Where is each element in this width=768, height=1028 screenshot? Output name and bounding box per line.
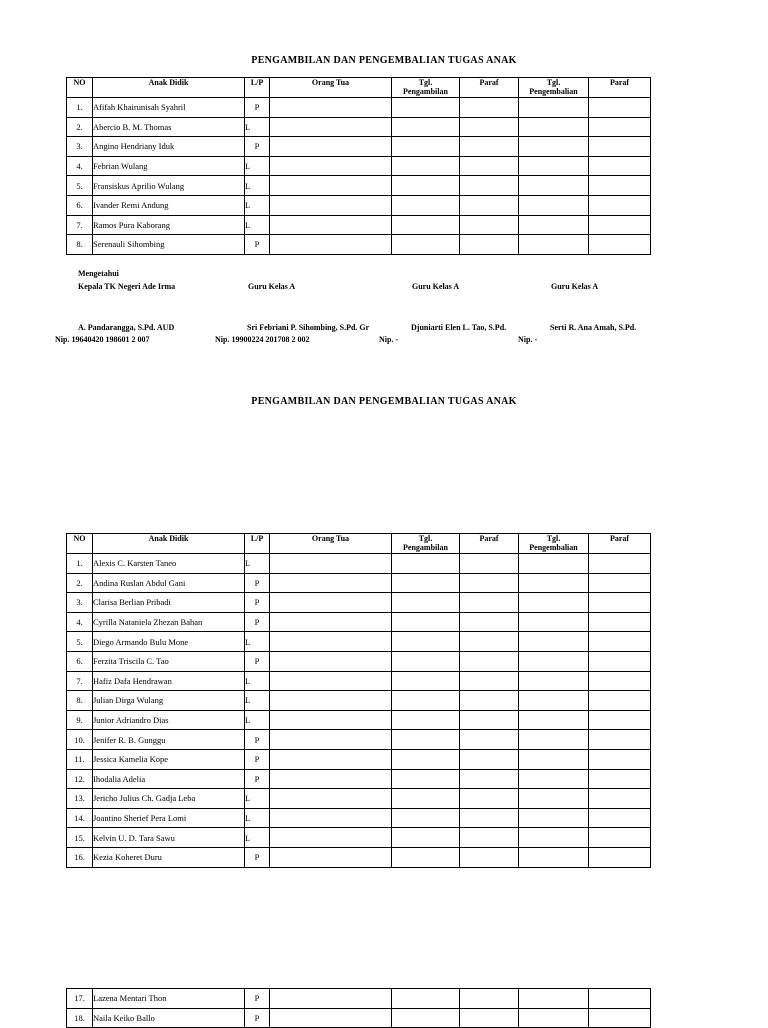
date-taken-cell — [392, 98, 460, 118]
gender-cell: L — [245, 195, 270, 215]
date-returned-cell — [519, 593, 589, 613]
row-number: 3. — [67, 137, 93, 157]
student-name: Febrian Wulang — [93, 156, 245, 176]
parent-cell — [270, 691, 392, 711]
student-name: Ferzita Triscila C. Tao — [93, 651, 245, 671]
gender-cell: P — [245, 651, 270, 671]
parent-cell — [270, 554, 392, 574]
page-title-2: PENGAMBILAN DAN PENGEMBALIAN TUGAS ANAK — [251, 396, 517, 407]
date-taken-cell — [392, 1008, 460, 1028]
parent-cell — [270, 789, 392, 809]
sign-returned-cell — [589, 730, 651, 750]
sign-taken-cell — [460, 612, 519, 632]
date-returned-cell — [519, 1008, 589, 1028]
table-row — [67, 769, 651, 789]
gender-cell: L — [245, 176, 270, 196]
sign-taken-cell — [460, 769, 519, 789]
row-number: 3. — [67, 593, 93, 613]
parent-cell — [270, 137, 392, 157]
student-name: Abercio B. M. Thomas — [93, 117, 245, 137]
student-name: Hafiz Dafa Hendrawan — [93, 671, 245, 691]
student-name: Jericho Julius Ch. Gadja Leba — [93, 789, 245, 809]
parent-cell — [270, 176, 392, 196]
row-number: 14. — [67, 808, 93, 828]
gender-cell: P — [245, 235, 270, 255]
sign-returned-cell — [589, 749, 651, 769]
sign-returned-cell — [589, 989, 651, 1009]
teacher1-title: Guru Kelas A — [248, 282, 296, 291]
sign-returned-cell — [589, 117, 651, 137]
assignment-table-3 — [66, 988, 651, 1028]
table-row — [67, 789, 651, 809]
date-returned-cell — [519, 176, 589, 196]
assignment-table-1 — [66, 77, 651, 255]
gender-cell: P — [245, 612, 270, 632]
parent-cell — [270, 671, 392, 691]
gender-cell: L — [245, 156, 270, 176]
date-returned-cell — [519, 671, 589, 691]
sign-taken-cell — [460, 671, 519, 691]
gender-cell: L — [245, 117, 270, 137]
gender-cell: P — [245, 847, 270, 867]
date-taken-cell — [392, 156, 460, 176]
parent-cell — [270, 710, 392, 730]
page-title-1: PENGAMBILAN DAN PENGEMBALIAN TUGAS ANAK — [251, 55, 517, 66]
gender-cell: P — [245, 1008, 270, 1028]
header-date-returned: Tgl. Pengembalian — [519, 78, 589, 98]
header-sign-taken: Paraf — [460, 78, 519, 98]
teacher2-title: Guru Kelas A — [412, 282, 460, 291]
gender-cell: P — [245, 573, 270, 593]
row-number: 10. — [67, 730, 93, 750]
date-returned-cell — [519, 554, 589, 574]
date-returned-cell — [519, 195, 589, 215]
date-returned-cell — [519, 573, 589, 593]
student-name: Serenauli Sihombing — [93, 235, 245, 255]
sign-returned-cell — [589, 671, 651, 691]
sign-taken-cell — [460, 1008, 519, 1028]
row-number: 4. — [67, 156, 93, 176]
parent-cell — [270, 632, 392, 652]
table-header-row — [67, 534, 651, 554]
student-name: Jessica Kamelia Kope — [93, 749, 245, 769]
student-name: Kelvin U. D. Tara Sawu — [93, 828, 245, 848]
parent-cell — [270, 828, 392, 848]
table-row — [67, 98, 651, 118]
header-sign-returned: Paraf — [589, 534, 651, 554]
sign-taken-cell — [460, 828, 519, 848]
parent-cell — [270, 1008, 392, 1028]
sign-taken-cell — [460, 651, 519, 671]
sign-taken-cell — [460, 789, 519, 809]
parent-cell — [270, 612, 392, 632]
row-number: 11. — [67, 749, 93, 769]
parent-cell — [270, 847, 392, 867]
table-row — [67, 137, 651, 157]
table-row — [67, 749, 651, 769]
acknowledged-label: Mengetahui — [78, 269, 119, 278]
table-row — [67, 808, 651, 828]
sign-returned-cell — [589, 573, 651, 593]
table-row — [67, 573, 651, 593]
gender-cell: P — [245, 98, 270, 118]
date-taken-cell — [392, 671, 460, 691]
row-number: 9. — [67, 710, 93, 730]
head-title: Kepala TK Negeri Ade Irma — [78, 282, 176, 291]
date-taken-cell — [392, 989, 460, 1009]
gender-cell: L — [245, 671, 270, 691]
parent-cell — [270, 117, 392, 137]
gender-cell: L — [245, 691, 270, 711]
student-name: Andina Ruslan Abdul Gani — [93, 573, 245, 593]
table-row — [67, 117, 651, 137]
header-lp: L/P — [245, 78, 270, 98]
row-number: 2. — [67, 117, 93, 137]
sign-returned-cell — [589, 98, 651, 118]
sign-returned-cell — [589, 710, 651, 730]
parent-cell — [270, 730, 392, 750]
date-returned-cell — [519, 691, 589, 711]
date-taken-cell — [392, 749, 460, 769]
row-number: 15. — [67, 828, 93, 848]
table-row — [67, 156, 651, 176]
sign-taken-cell — [460, 710, 519, 730]
student-name: Clarisa Berlian Pribadi — [93, 593, 245, 613]
head-nip: Nip. 19640420 198601 2 007 — [55, 335, 150, 344]
gender-cell: P — [245, 137, 270, 157]
date-returned-cell — [519, 730, 589, 750]
student-name: Ihodalia Adelia — [93, 769, 245, 789]
date-returned-cell — [519, 156, 589, 176]
parent-cell — [270, 651, 392, 671]
row-number: 2. — [67, 573, 93, 593]
row-number: 12. — [67, 769, 93, 789]
sign-taken-cell — [460, 235, 519, 255]
date-taken-cell — [392, 789, 460, 809]
sign-taken-cell — [460, 176, 519, 196]
sign-returned-cell — [589, 769, 651, 789]
gender-cell: P — [245, 989, 270, 1009]
header-parent: Orang Tua — [270, 534, 392, 554]
student-name: Kezia Koheret Duru — [93, 847, 245, 867]
table-row — [67, 671, 651, 691]
row-number: 6. — [67, 195, 93, 215]
header-date-taken: Tgl. Pengambilan — [392, 78, 460, 98]
row-number: 16. — [67, 847, 93, 867]
parent-cell — [270, 573, 392, 593]
table-row — [67, 847, 651, 867]
sign-taken-cell — [460, 749, 519, 769]
student-name: Fransiskus Aprilio Wulang — [93, 176, 245, 196]
sign-taken-cell — [460, 593, 519, 613]
sign-returned-cell — [589, 137, 651, 157]
header-no: NO — [67, 78, 93, 98]
table-header-row — [67, 78, 651, 98]
parent-cell — [270, 808, 392, 828]
sign-returned-cell — [589, 554, 651, 574]
student-name: Diego Armando Bulu Mone — [93, 632, 245, 652]
date-returned-cell — [519, 769, 589, 789]
sign-returned-cell — [589, 612, 651, 632]
row-number: 8. — [67, 235, 93, 255]
student-name: Naila Keiko Ballo — [93, 1008, 245, 1028]
date-returned-cell — [519, 117, 589, 137]
date-returned-cell — [519, 828, 589, 848]
date-taken-cell — [392, 828, 460, 848]
sign-taken-cell — [460, 98, 519, 118]
header-name: Anak Didik — [93, 78, 245, 98]
date-taken-cell — [392, 573, 460, 593]
table-row — [67, 691, 651, 711]
table-row — [67, 195, 651, 215]
sign-returned-cell — [589, 1008, 651, 1028]
sign-taken-cell — [460, 215, 519, 235]
row-number: 5. — [67, 632, 93, 652]
parent-cell — [270, 235, 392, 255]
header-sign-taken: Paraf — [460, 534, 519, 554]
date-returned-cell — [519, 789, 589, 809]
sign-taken-cell — [460, 847, 519, 867]
row-number: 7. — [67, 671, 93, 691]
teacher1-name: Sri Febriani P. Sihombing, S.Pd. Gr — [247, 323, 370, 332]
date-taken-cell — [392, 554, 460, 574]
header-date-taken: Tgl. Pengambilan — [392, 534, 460, 554]
table-row — [67, 176, 651, 196]
teacher3-name: Serti R. Ana Amah, S.Pd. — [550, 323, 637, 332]
sign-returned-cell — [589, 789, 651, 809]
sign-returned-cell — [589, 235, 651, 255]
header-sign-returned: Paraf — [589, 78, 651, 98]
date-taken-cell — [392, 593, 460, 613]
teacher1-nip: Nip. 19900224 201708 2 002 — [215, 335, 310, 344]
student-name: Cyrilla Nataniela Zhezan Bahan — [93, 612, 245, 632]
parent-cell — [270, 749, 392, 769]
gender-cell: P — [245, 593, 270, 613]
sign-returned-cell — [589, 691, 651, 711]
head-name: A. Pandarangga, S.Pd. AUD — [78, 323, 175, 332]
row-number: 6. — [67, 651, 93, 671]
row-number: 8. — [67, 691, 93, 711]
sign-taken-cell — [460, 691, 519, 711]
assignment-table-2 — [66, 533, 651, 868]
table-row — [67, 215, 651, 235]
table-row — [67, 235, 651, 255]
row-number: 7. — [67, 215, 93, 235]
table-row — [67, 632, 651, 652]
table-row — [67, 1008, 651, 1028]
sign-taken-cell — [460, 808, 519, 828]
gender-cell: L — [245, 808, 270, 828]
parent-cell — [270, 156, 392, 176]
gender-cell: L — [245, 710, 270, 730]
parent-cell — [270, 593, 392, 613]
date-taken-cell — [392, 710, 460, 730]
date-taken-cell — [392, 808, 460, 828]
header-no: NO — [67, 534, 93, 554]
date-taken-cell — [392, 215, 460, 235]
date-returned-cell — [519, 749, 589, 769]
date-returned-cell — [519, 632, 589, 652]
header-lp: L/P — [245, 534, 270, 554]
sign-taken-cell — [460, 632, 519, 652]
sign-returned-cell — [589, 808, 651, 828]
date-taken-cell — [392, 847, 460, 867]
parent-cell — [270, 98, 392, 118]
table-row — [67, 710, 651, 730]
sign-returned-cell — [589, 828, 651, 848]
parent-cell — [270, 989, 392, 1009]
teacher2-name: Djuniarti Elen L. Tao, S.Pd. — [411, 323, 507, 332]
sign-taken-cell — [460, 137, 519, 157]
date-taken-cell — [392, 117, 460, 137]
sign-taken-cell — [460, 195, 519, 215]
parent-cell — [270, 195, 392, 215]
row-number: 4. — [67, 612, 93, 632]
date-returned-cell — [519, 808, 589, 828]
sign-returned-cell — [589, 593, 651, 613]
date-taken-cell — [392, 632, 460, 652]
date-taken-cell — [392, 691, 460, 711]
sign-returned-cell — [589, 847, 651, 867]
date-taken-cell — [392, 612, 460, 632]
teacher3-nip: Nip. - — [518, 335, 538, 344]
date-taken-cell — [392, 137, 460, 157]
sign-returned-cell — [589, 632, 651, 652]
table-row — [67, 730, 651, 750]
date-returned-cell — [519, 612, 589, 632]
header-date-returned: Tgl. Pengembalian — [519, 534, 589, 554]
date-taken-cell — [392, 651, 460, 671]
row-number: 18. — [67, 1008, 93, 1028]
row-number: 17. — [67, 989, 93, 1009]
date-returned-cell — [519, 235, 589, 255]
date-taken-cell — [392, 730, 460, 750]
teacher2-nip: Nip. - — [379, 335, 399, 344]
table-row — [67, 593, 651, 613]
date-returned-cell — [519, 215, 589, 235]
sign-returned-cell — [589, 195, 651, 215]
gender-cell: L — [245, 632, 270, 652]
row-number: 5. — [67, 176, 93, 196]
date-taken-cell — [392, 195, 460, 215]
row-number: 1. — [67, 554, 93, 574]
sign-taken-cell — [460, 156, 519, 176]
sign-taken-cell — [460, 117, 519, 137]
date-returned-cell — [519, 710, 589, 730]
student-name: Alexis C. Karsten Taneo — [93, 554, 245, 574]
student-name: Julian Dirga Wulang — [93, 691, 245, 711]
student-name: Jenifer R. B. Gunggu — [93, 730, 245, 750]
sign-taken-cell — [460, 554, 519, 574]
sign-taken-cell — [460, 573, 519, 593]
sign-taken-cell — [460, 989, 519, 1009]
student-name: Ramos Pura Kaborang — [93, 215, 245, 235]
gender-cell: L — [245, 789, 270, 809]
date-returned-cell — [519, 847, 589, 867]
student-name: Afifah Khairunisah Syahril — [93, 98, 245, 118]
row-number: 13. — [67, 789, 93, 809]
date-returned-cell — [519, 651, 589, 671]
student-name: Junior Adriandro Dias — [93, 710, 245, 730]
table-row — [67, 828, 651, 848]
gender-cell: P — [245, 730, 270, 750]
date-taken-cell — [392, 235, 460, 255]
table-row — [67, 989, 651, 1009]
gender-cell: L — [245, 828, 270, 848]
row-number: 1. — [67, 98, 93, 118]
header-name: Anak Didik — [93, 534, 245, 554]
teacher3-title: Guru Kelas A — [551, 282, 599, 291]
header-parent: Orang Tua — [270, 78, 392, 98]
student-name: Angino Hendriany Iduk — [93, 137, 245, 157]
table-row — [67, 612, 651, 632]
parent-cell — [270, 215, 392, 235]
table-row — [67, 651, 651, 671]
gender-cell: L — [245, 554, 270, 574]
date-taken-cell — [392, 176, 460, 196]
date-returned-cell — [519, 98, 589, 118]
sign-returned-cell — [589, 215, 651, 235]
sign-returned-cell — [589, 176, 651, 196]
date-taken-cell — [392, 769, 460, 789]
date-returned-cell — [519, 137, 589, 157]
sign-returned-cell — [589, 651, 651, 671]
parent-cell — [270, 769, 392, 789]
table-row — [67, 554, 651, 574]
student-name: Lazena Mentari Thon — [93, 989, 245, 1009]
student-name: Joantino Sherief Pera Lomi — [93, 808, 245, 828]
sign-returned-cell — [589, 156, 651, 176]
gender-cell: P — [245, 769, 270, 789]
gender-cell: L — [245, 215, 270, 235]
gender-cell: P — [245, 749, 270, 769]
sign-taken-cell — [460, 730, 519, 750]
date-returned-cell — [519, 989, 589, 1009]
student-name: Ivander Remi Andung — [93, 195, 245, 215]
